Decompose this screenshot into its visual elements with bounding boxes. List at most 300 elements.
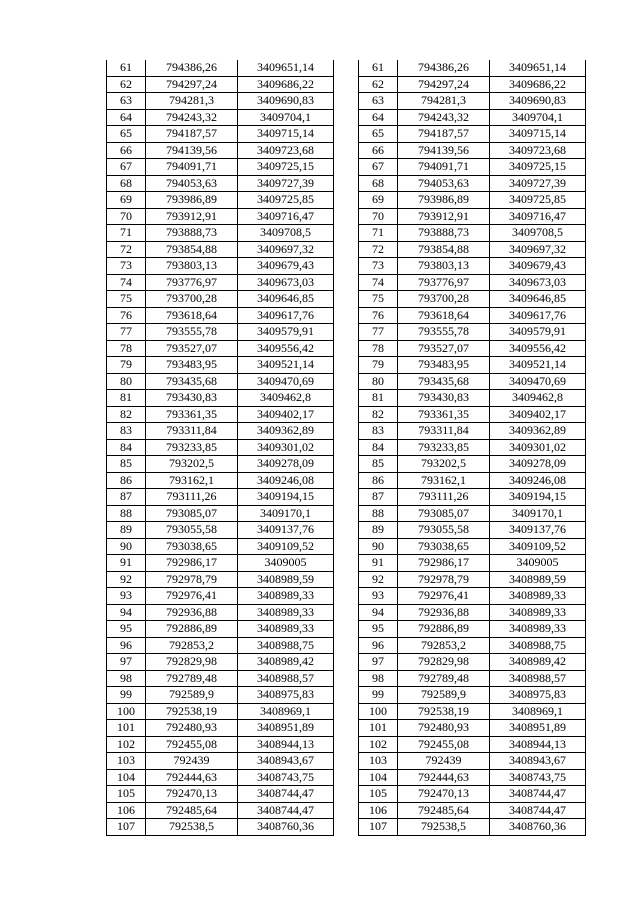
y-coordinate-cell: 3409617,76 (490, 307, 586, 324)
y-coordinate-cell: 3409402,17 (238, 406, 334, 423)
y-coordinate-cell: 3409651,14 (490, 60, 586, 76)
table-row (107, 175, 334, 192)
y-coordinate-cell: 3409646,85 (238, 291, 334, 308)
point-number-cell: 104 (107, 769, 146, 786)
y-coordinate-cell: 3409716,47 (490, 208, 586, 225)
y-coordinate-cell: 3409715,14 (238, 126, 334, 143)
point-number-cell: 93 (107, 588, 146, 605)
table-row (107, 291, 334, 308)
point-number-cell: 105 (359, 786, 398, 803)
x-coordinate-cell: 794187,57 (146, 126, 238, 143)
y-coordinate-cell: 3409704,1 (238, 109, 334, 126)
table-row (359, 373, 586, 390)
y-coordinate-cell: 3409301,02 (238, 439, 334, 456)
table-row (359, 505, 586, 522)
y-coordinate-cell: 3409005 (490, 555, 586, 572)
x-coordinate-cell: 792480,93 (146, 720, 238, 737)
point-number-cell: 106 (107, 802, 146, 819)
x-coordinate-cell: 792444,63 (398, 769, 490, 786)
table-row (107, 159, 334, 176)
point-number-cell: 68 (107, 175, 146, 192)
x-coordinate-cell: 792538,5 (398, 819, 490, 836)
table-row (359, 76, 586, 93)
point-number-cell: 61 (107, 60, 146, 76)
point-number-cell: 86 (107, 472, 146, 489)
table-row (359, 60, 586, 76)
table-row (359, 571, 586, 588)
point-number-cell: 90 (359, 538, 398, 555)
x-coordinate-cell: 794243,32 (146, 109, 238, 126)
table-row (359, 390, 586, 407)
point-number-cell: 92 (359, 571, 398, 588)
y-coordinate-cell: 3408760,36 (238, 819, 334, 836)
table-row (107, 571, 334, 588)
x-coordinate-cell: 793055,58 (398, 522, 490, 539)
x-coordinate-cell: 792976,41 (398, 588, 490, 605)
table-row (359, 307, 586, 324)
point-number-cell: 93 (359, 588, 398, 605)
x-coordinate-cell: 794386,26 (146, 60, 238, 76)
table-row (107, 307, 334, 324)
x-coordinate-cell: 792986,17 (398, 555, 490, 572)
point-number-cell: 79 (107, 357, 146, 374)
x-coordinate-cell: 793888,73 (146, 225, 238, 242)
table-row (107, 703, 334, 720)
y-coordinate-cell: 3409170,1 (238, 505, 334, 522)
x-coordinate-cell: 793803,13 (146, 258, 238, 275)
x-coordinate-cell: 793435,68 (398, 373, 490, 390)
y-coordinate-cell: 3409170,1 (490, 505, 586, 522)
point-number-cell: 105 (107, 786, 146, 803)
table-row (107, 819, 334, 836)
x-coordinate-cell: 793162,1 (146, 472, 238, 489)
point-number-cell: 91 (107, 555, 146, 572)
table-row (107, 555, 334, 572)
x-coordinate-cell: 792538,5 (146, 819, 238, 836)
x-coordinate-cell: 793776,97 (398, 274, 490, 291)
table-row (359, 621, 586, 638)
coordinates-table-right (358, 60, 586, 836)
x-coordinate-cell: 794386,26 (398, 60, 490, 76)
table-row (359, 522, 586, 539)
x-coordinate-cell: 792986,17 (146, 555, 238, 572)
y-coordinate-cell: 3409109,52 (490, 538, 586, 555)
point-number-cell: 65 (359, 126, 398, 143)
point-number-cell: 68 (359, 175, 398, 192)
table-row (359, 159, 586, 176)
table-row (107, 654, 334, 671)
point-number-cell: 106 (359, 802, 398, 819)
table-row (107, 538, 334, 555)
y-coordinate-cell: 3409716,47 (238, 208, 334, 225)
x-coordinate-cell: 793700,28 (398, 291, 490, 308)
table-row (107, 637, 334, 654)
x-coordinate-cell: 792976,41 (146, 588, 238, 605)
y-coordinate-cell: 3409723,68 (238, 142, 334, 159)
table-row (359, 736, 586, 753)
table-row (107, 93, 334, 110)
x-coordinate-cell: 793700,28 (146, 291, 238, 308)
table-row (359, 93, 586, 110)
point-number-cell: 88 (359, 505, 398, 522)
point-number-cell: 77 (107, 324, 146, 341)
y-coordinate-cell: 3409673,03 (490, 274, 586, 291)
x-coordinate-cell: 794053,63 (398, 175, 490, 192)
point-number-cell: 88 (107, 505, 146, 522)
point-number-cell: 85 (107, 456, 146, 473)
y-coordinate-cell: 3409462,8 (238, 390, 334, 407)
point-number-cell: 81 (359, 390, 398, 407)
point-number-cell: 72 (107, 241, 146, 258)
y-coordinate-cell: 3409725,85 (238, 192, 334, 209)
point-number-cell: 84 (359, 439, 398, 456)
table-row (359, 192, 586, 209)
x-coordinate-cell: 793618,64 (398, 307, 490, 324)
point-number-cell: 96 (359, 637, 398, 654)
point-number-cell: 71 (359, 225, 398, 242)
table-row (107, 406, 334, 423)
table-row (359, 489, 586, 506)
y-coordinate-cell: 3409137,76 (238, 522, 334, 539)
x-coordinate-cell: 792439 (146, 753, 238, 770)
y-coordinate-cell: 3408989,42 (490, 654, 586, 671)
y-coordinate-cell: 3409727,39 (238, 175, 334, 192)
point-number-cell: 63 (107, 93, 146, 110)
y-coordinate-cell: 3408743,75 (490, 769, 586, 786)
x-coordinate-cell: 792485,64 (398, 802, 490, 819)
y-coordinate-cell: 3409362,89 (238, 423, 334, 440)
point-number-cell: 64 (107, 109, 146, 126)
x-coordinate-cell: 793311,84 (146, 423, 238, 440)
y-coordinate-cell: 3408989,33 (238, 621, 334, 638)
table-row (107, 60, 334, 76)
y-coordinate-cell: 3409579,91 (490, 324, 586, 341)
x-coordinate-cell: 793430,83 (146, 390, 238, 407)
table-row (359, 472, 586, 489)
table-row (107, 522, 334, 539)
x-coordinate-cell: 792439 (398, 753, 490, 770)
y-coordinate-cell: 3409521,14 (238, 357, 334, 374)
table-row (107, 241, 334, 258)
y-coordinate-cell: 3408988,57 (238, 670, 334, 687)
point-number-cell: 107 (107, 819, 146, 836)
x-coordinate-cell: 792829,98 (146, 654, 238, 671)
point-number-cell: 97 (359, 654, 398, 671)
x-coordinate-cell: 793618,64 (146, 307, 238, 324)
point-number-cell: 64 (359, 109, 398, 126)
x-coordinate-cell: 792538,19 (398, 703, 490, 720)
table-row (359, 802, 586, 819)
coordinates-table-left-body (107, 60, 334, 835)
table-row (107, 621, 334, 638)
point-number-cell: 102 (107, 736, 146, 753)
point-number-cell: 99 (359, 687, 398, 704)
x-coordinate-cell: 793055,58 (146, 522, 238, 539)
y-coordinate-cell: 3409651,14 (238, 60, 334, 76)
point-number-cell: 94 (107, 604, 146, 621)
y-coordinate-cell: 3408944,13 (238, 736, 334, 753)
x-coordinate-cell: 794281,3 (146, 93, 238, 110)
x-coordinate-cell: 792829,98 (398, 654, 490, 671)
table-row (107, 76, 334, 93)
point-number-cell: 102 (359, 736, 398, 753)
table-row (359, 637, 586, 654)
x-coordinate-cell: 793202,5 (398, 456, 490, 473)
y-coordinate-cell: 3408988,75 (490, 637, 586, 654)
point-number-cell: 91 (359, 555, 398, 572)
y-coordinate-cell: 3408969,1 (238, 703, 334, 720)
y-coordinate-cell: 3409725,15 (238, 159, 334, 176)
point-number-cell: 89 (107, 522, 146, 539)
table-row (359, 142, 586, 159)
point-number-cell: 95 (107, 621, 146, 638)
table-row (359, 291, 586, 308)
table-row (107, 802, 334, 819)
y-coordinate-cell: 3408744,47 (490, 802, 586, 819)
y-coordinate-cell: 3409579,91 (238, 324, 334, 341)
table-row (359, 208, 586, 225)
x-coordinate-cell: 792480,93 (398, 720, 490, 737)
table-row (359, 670, 586, 687)
x-coordinate-cell: 792589,9 (146, 687, 238, 704)
table-row (359, 258, 586, 275)
x-coordinate-cell: 793854,88 (398, 241, 490, 258)
point-number-cell: 78 (359, 340, 398, 357)
y-coordinate-cell: 3408943,67 (238, 753, 334, 770)
point-number-cell: 99 (107, 687, 146, 704)
table-row (359, 439, 586, 456)
x-coordinate-cell: 794281,3 (398, 93, 490, 110)
point-number-cell: 80 (359, 373, 398, 390)
point-number-cell: 82 (107, 406, 146, 423)
y-coordinate-cell: 3409194,15 (490, 489, 586, 506)
y-coordinate-cell: 3409470,69 (238, 373, 334, 390)
y-coordinate-cell: 3409005 (238, 555, 334, 572)
y-coordinate-cell: 3409556,42 (490, 340, 586, 357)
table-row (359, 555, 586, 572)
x-coordinate-cell: 793527,07 (398, 340, 490, 357)
point-number-cell: 101 (359, 720, 398, 737)
table-row (107, 142, 334, 159)
table-row (359, 604, 586, 621)
y-coordinate-cell: 3408989,59 (238, 571, 334, 588)
y-coordinate-cell: 3408975,83 (490, 687, 586, 704)
x-coordinate-cell: 793912,91 (146, 208, 238, 225)
table-row (107, 423, 334, 440)
y-coordinate-cell: 3409617,76 (238, 307, 334, 324)
y-coordinate-cell: 3409556,42 (238, 340, 334, 357)
table-row (107, 192, 334, 209)
table-row (107, 769, 334, 786)
point-number-cell: 61 (359, 60, 398, 76)
table-row (107, 786, 334, 803)
x-coordinate-cell: 794053,63 (146, 175, 238, 192)
y-coordinate-cell: 3409402,17 (490, 406, 586, 423)
point-number-cell: 70 (107, 208, 146, 225)
table-row (107, 720, 334, 737)
x-coordinate-cell: 793202,5 (146, 456, 238, 473)
y-coordinate-cell: 3408988,57 (490, 670, 586, 687)
y-coordinate-cell: 3409679,43 (490, 258, 586, 275)
coordinates-table-left (106, 60, 334, 836)
table-row (107, 456, 334, 473)
table-row (107, 736, 334, 753)
x-coordinate-cell: 792886,89 (398, 621, 490, 638)
y-coordinate-cell: 3409708,5 (490, 225, 586, 242)
y-coordinate-cell: 3408975,83 (238, 687, 334, 704)
y-coordinate-cell: 3408988,75 (238, 637, 334, 654)
point-number-cell: 76 (107, 307, 146, 324)
table-row (359, 769, 586, 786)
table-row (359, 654, 586, 671)
y-coordinate-cell: 3408744,47 (238, 786, 334, 803)
x-coordinate-cell: 793555,78 (398, 324, 490, 341)
y-coordinate-cell: 3409362,89 (490, 423, 586, 440)
point-number-cell: 83 (107, 423, 146, 440)
table-row (359, 340, 586, 357)
x-coordinate-cell: 792936,88 (398, 604, 490, 621)
point-number-cell: 100 (359, 703, 398, 720)
x-coordinate-cell: 792470,13 (398, 786, 490, 803)
table-row (107, 390, 334, 407)
y-coordinate-cell: 3409715,14 (490, 126, 586, 143)
x-coordinate-cell: 793986,89 (146, 192, 238, 209)
y-coordinate-cell: 3409708,5 (238, 225, 334, 242)
y-coordinate-cell: 3408760,36 (490, 819, 586, 836)
y-coordinate-cell: 3409278,09 (238, 456, 334, 473)
point-number-cell: 72 (359, 241, 398, 258)
table-row (107, 225, 334, 242)
x-coordinate-cell: 793311,84 (398, 423, 490, 440)
x-coordinate-cell: 793162,1 (398, 472, 490, 489)
x-coordinate-cell: 792470,13 (146, 786, 238, 803)
point-number-cell: 75 (359, 291, 398, 308)
y-coordinate-cell: 3408743,75 (238, 769, 334, 786)
point-number-cell: 70 (359, 208, 398, 225)
x-coordinate-cell: 792853,2 (146, 637, 238, 654)
x-coordinate-cell: 793912,91 (398, 208, 490, 225)
x-coordinate-cell: 793854,88 (146, 241, 238, 258)
point-number-cell: 90 (107, 538, 146, 555)
x-coordinate-cell: 793555,78 (146, 324, 238, 341)
y-coordinate-cell: 3409278,09 (490, 456, 586, 473)
y-coordinate-cell: 3408943,67 (490, 753, 586, 770)
point-number-cell: 74 (359, 274, 398, 291)
point-number-cell: 83 (359, 423, 398, 440)
point-number-cell: 97 (107, 654, 146, 671)
point-number-cell: 75 (107, 291, 146, 308)
point-number-cell: 98 (359, 670, 398, 687)
x-coordinate-cell: 794091,71 (146, 159, 238, 176)
y-coordinate-cell: 3409521,14 (490, 357, 586, 374)
point-number-cell: 80 (107, 373, 146, 390)
x-coordinate-cell: 793038,65 (146, 538, 238, 555)
x-coordinate-cell: 793527,07 (146, 340, 238, 357)
x-coordinate-cell: 793233,85 (398, 439, 490, 456)
x-coordinate-cell: 793803,13 (398, 258, 490, 275)
table-row (107, 505, 334, 522)
point-number-cell: 66 (359, 142, 398, 159)
y-coordinate-cell: 3408989,42 (238, 654, 334, 671)
x-coordinate-cell: 793361,35 (146, 406, 238, 423)
x-coordinate-cell: 793085,07 (398, 505, 490, 522)
y-coordinate-cell: 3408989,33 (490, 604, 586, 621)
y-coordinate-cell: 3409462,8 (490, 390, 586, 407)
point-number-cell: 73 (107, 258, 146, 275)
point-number-cell: 94 (359, 604, 398, 621)
x-coordinate-cell: 793776,97 (146, 274, 238, 291)
table-row (107, 208, 334, 225)
y-coordinate-cell: 3409246,08 (238, 472, 334, 489)
table-row (359, 324, 586, 341)
point-number-cell: 76 (359, 307, 398, 324)
x-coordinate-cell: 792978,79 (398, 571, 490, 588)
point-number-cell: 104 (359, 769, 398, 786)
point-number-cell: 71 (107, 225, 146, 242)
point-number-cell: 81 (107, 390, 146, 407)
table-row (107, 373, 334, 390)
x-coordinate-cell: 794297,24 (146, 76, 238, 93)
point-number-cell: 65 (107, 126, 146, 143)
table-row (107, 357, 334, 374)
point-number-cell: 103 (107, 753, 146, 770)
point-number-cell: 69 (107, 192, 146, 209)
x-coordinate-cell: 792978,79 (146, 571, 238, 588)
point-number-cell: 101 (107, 720, 146, 737)
table-row (359, 406, 586, 423)
x-coordinate-cell: 792485,64 (146, 802, 238, 819)
x-coordinate-cell: 793361,35 (398, 406, 490, 423)
y-coordinate-cell: 3408989,33 (238, 604, 334, 621)
y-coordinate-cell: 3408744,47 (490, 786, 586, 803)
y-coordinate-cell: 3409690,83 (238, 93, 334, 110)
point-number-cell: 62 (359, 76, 398, 93)
point-number-cell: 98 (107, 670, 146, 687)
x-coordinate-cell: 794139,56 (398, 142, 490, 159)
table-row (359, 720, 586, 737)
x-coordinate-cell: 792538,19 (146, 703, 238, 720)
table-row (107, 274, 334, 291)
x-coordinate-cell: 793435,68 (146, 373, 238, 390)
point-number-cell: 100 (107, 703, 146, 720)
x-coordinate-cell: 793986,89 (398, 192, 490, 209)
table-row (107, 126, 334, 143)
x-coordinate-cell: 794091,71 (398, 159, 490, 176)
y-coordinate-cell: 3409686,22 (490, 76, 586, 93)
x-coordinate-cell: 793111,26 (146, 489, 238, 506)
coordinates-table-right-body (359, 60, 586, 835)
point-number-cell: 74 (107, 274, 146, 291)
x-coordinate-cell: 794297,24 (398, 76, 490, 93)
x-coordinate-cell: 793483,95 (146, 357, 238, 374)
table-row (107, 109, 334, 126)
table-row (107, 258, 334, 275)
x-coordinate-cell: 794187,57 (398, 126, 490, 143)
table-row (359, 357, 586, 374)
table-row (107, 489, 334, 506)
x-coordinate-cell: 792455,08 (398, 736, 490, 753)
x-coordinate-cell: 793430,83 (398, 390, 490, 407)
table-row (359, 538, 586, 555)
table-row (107, 472, 334, 489)
y-coordinate-cell: 3409301,02 (490, 439, 586, 456)
y-coordinate-cell: 3408951,89 (490, 720, 586, 737)
y-coordinate-cell: 3408951,89 (238, 720, 334, 737)
table-row (107, 604, 334, 621)
point-number-cell: 63 (359, 93, 398, 110)
point-number-cell: 84 (107, 439, 146, 456)
table-row (359, 786, 586, 803)
